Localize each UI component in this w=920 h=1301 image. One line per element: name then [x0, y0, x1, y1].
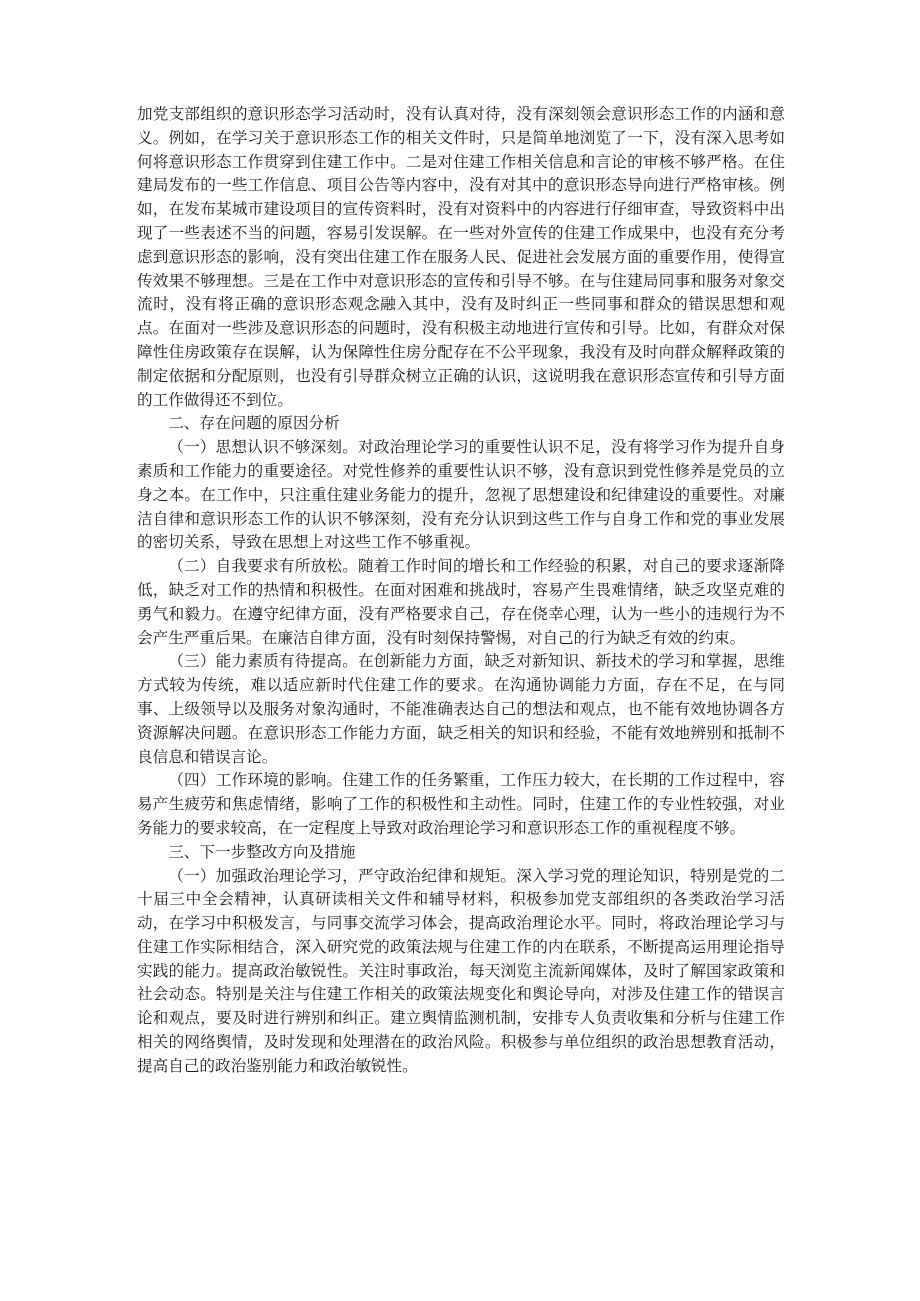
paragraph-2-1: （一）思想认识不够深刻。对政治理论学习的重要性认识不足，没有将学习作为提升自身素质和工作能力的重要途径。对党性修养的重要性认识不够，没有意识到党性修养是党员的立身之本。在工作中，只注重住建业务能力的提升，忽视了思想建设和纪律建设的重要性。对廉洁自律和意识形态工作的认识不够深刻，没有充分认识到这些工作与自身工作和党的事业发展的密切关系，导致在思想上对这些工作不够重视。 [137, 438, 785, 552]
paragraph-3-1: （一）加强政治理论学习，严守政治纪律和规矩。深入学习党的理论知识，特别是党的二十届三中全会精神，认真研读相关文件和辅导材料，积极参加党支部组织的各类政治学习活动，在学习中积极发言，与同事交流学习体会，提高政治理论水平。同时，将政治理论学习与住建工作实际相结合，深入研究党的政策法规与住建工作的内在联系，不断提高运用理论指导实践的能力。提高政治敏锐性。关注时事政治，每天浏览主流新闻媒体，及时了解国家政策和社会动态。特别是关注与住建工作相关的政策法规变化和舆论导向，对涉及住建工作的错误言论和观点，要及时进行辨别和纠正。建立舆情监测机制，安排专人负责收集和分析与住建工作相关的网络舆情，及时发现和处理潜在的政治风险。积极参与单位组织的政治思想教育活动，提高自己的政治鉴别能力和政治敏锐性。 [137, 866, 785, 1075]
intro-paragraph: 加党支部组织的意识形态学习活动时，没有认真对待，没有深刻领会意识形态工作的内涵和意义。例如，在学习关于意识形态工作的相关文件时，只是简单地浏览了一下，没有深入思考如何将意识形态工作贯穿到住建工作中。二是对住建工作相关信息和言论的审核不够严格。在住建局发布的一些工作信息、项目公告等内容中，没有对其中的意识形态导向进行严格审核。例如，在发布某城市建设项目的宣传资料时，没有对资料中的内容进行仔细审查，导致资料中出现了一些表述不当的问题，容易引发误解。在一些对外宣传的住建工作成果中，也没有充分考虑到意识形态的影响，没有突出住建工作在服务人民、促进社会发展方面的重要作用，使得宣传效果不够理想。三是在工作中对意识形态的宣传和引导不够。在与住建局同事和服务对象交流时，没有将正确的意识形态观念融入其中，没有及时纠正一些同事和群众的错误思想和观点。在面对一些涉及意识形态的问题时，没有积极主动地进行宣传和引导。比如，有群众对保障性住房政策存在误解，认为保障性住房分配存在不公平现象，我没有及时向群众解释政策的制定依据和分配原则，也没有引导群众树立正确的认识，这说明我在意识形态宣传和引导方面的工作做得还不到位。 [137, 105, 785, 409]
document-body [137, 103, 785, 1079]
section-heading-2: 二、存在问题的原因分析 [168, 414, 340, 433]
paragraph-2-4: （四）工作环境的影响。住建工作的任务繁重，工作压力较大，在长期的工作过程中，容易产生疲劳和焦虑情绪，影响了工作的积极性和主动性。同时，住建工作的专业性较强，对业务能力的要求较高，在一定程度上导致对政治理论学习和意识形态工作的重视程度不够。 [137, 771, 785, 837]
paragraph-2-2: （二）自我要求有所放松。随着工作时间的增长和工作经验的积累，对自己的要求逐渐降低，缺乏对工作的热情和积极性。在面对困难和挑战时，容易产生畏难情绪，缺乏攻坚克难的勇气和毅力。在遵守纪律方面，没有严格要求自己，存在侥幸心理，认为一些小的违规行为不会产生严重后果。在廉洁自律方面，没有时刻保持警惕，对自己的行为缺乏有效的约束。 [137, 557, 785, 647]
paragraph-2-3: （三）能力素质有待提高。在创新能力方面，缺乏对新知识、新技术的学习和掌握，思维方式较为传统，难以适应新时代住建工作的要求。在沟通协调能力方面，存在不足，在与同事、上级领导以及服务对象沟通时，不能准确表达自己的想法和观点，也不能有效地协调各方资源解决问题。在意识形态工作能力方面，缺乏相关的知识和经验，不能有效地辨别和抵制不良信息和错误言论。 [137, 652, 785, 766]
section-heading-3: 三、下一步整改方向及措施 [168, 842, 356, 861]
